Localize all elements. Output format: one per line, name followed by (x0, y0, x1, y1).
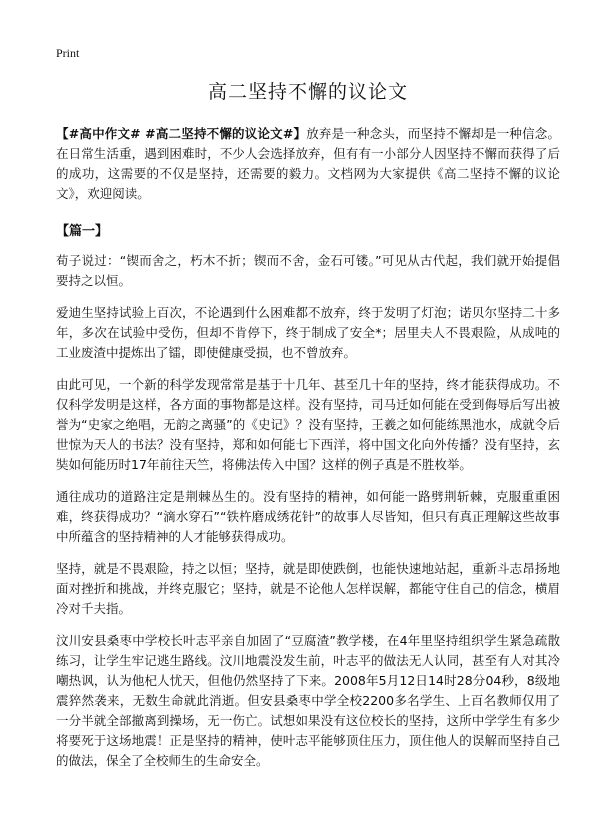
intro-tag: 【#高中作文# #高二坚持不懈的议论文#】 (56, 126, 307, 141)
section-heading: 【篇一】 (56, 224, 109, 239)
article-title: 高二坚持不懈的议论文 (207, 81, 408, 103)
body-paragraph-3: 由此可见，一个新的科学发现常常是基于十几年、甚至几十年的坚持，终才能获得成功。不仅科学发明是这样，各方面的事物都是这样。没有坚持，司马迁如何能在受到侮辱后写出被誉为“史家之绝唱，无韵之离骚”的《史记》？没有坚持，王羲之如何能练黑池水，成就令后世惊为天人的书法？没有坚持，郑和如何能七下西洋，将中国文化向外传播？没有坚持，玄奘如何能历时17年前往天竺，将佛法传入中国？这样的例子真是不胜枚举。 (56, 377, 560, 472)
body-paragraph-6: 汶川安县桑枣中学校长叶志平亲自加固了“豆腐渣”教学楼，在4年里坚持组织学生紧急疏散练习，让学生牢记逃生路线。汶川地震没发生前，叶志平的做法无人认同，甚至有人对其冷嘲热讽，认为他杞人忧天，但他仍然坚持了下来。2008年5月12日14时28分04秒，8级地震猝然袭来，无数生命就此消逝。但安县桑枣中学全校2200多名学生、上百名教师仅用了一分半就全部撤离到操场，无一伤亡。试想如果没有这位校长的坚持，这所中学学生有多少将要死于这场地震！正是坚持的精神，使叶志平能够顶住压力，顶住他人的误解而坚持自己的做法，保全了全校师生的生命安全。 (56, 633, 560, 768)
body-paragraph-2: 爱迪生坚持试验上百次，不论遇到什么困难都不放弃，终于发明了灯泡；诺贝尔坚持二十多年，多次在试验中受伤，但却不肯停下，终于制成了安全*；居里夫人不畏艰险，从成吨的工业废渣中提炼出了镭，即使健康受损，也不曾放弃。 (56, 305, 560, 360)
body-paragraph-4: 通往成功的道路注定是荆棘丛生的。没有坚持的精神，如何能一路劈荆斩棘，克服重重困难，终获得成功？“滴水穿石”“铁杵磨成绣花针”的故事人尽皆知，但只有真正理解这些故事中所蕴含的坚持精神的人才能够获得成功。 (56, 489, 560, 544)
body-paragraph-1: 荀子说过：“锲而舍之，朽木不折；锲而不舍，金石可镂。”可见从古代起，我们就开始提倡要持之以恒。 (56, 253, 560, 288)
print-link[interactable]: Print (56, 46, 80, 60)
intro-text: 放弃是一种念头，而坚持不懈却是一种信念。在日常生活重，遇到困难时，不少人会选择放弃，但有有一小部分人因坚持不懈而获得了后的成功，这需要的不仅是坚持，还需要的毅力。文档网为大家提供《高二坚持不懈的议论文》，欢迎阅读。 (56, 126, 560, 201)
body-paragraph-5: 坚持，就是不畏艰险，持之以恒；坚持，就是即使跌倒，也能快速地站起，重新斗志昂扬地面对挫折和挑战，并终克服它；坚持，就是不论他人怎样误解，都能守住自己的信念，横眉冷对千夫指。 (56, 561, 560, 616)
intro-paragraph (56, 124, 560, 204)
